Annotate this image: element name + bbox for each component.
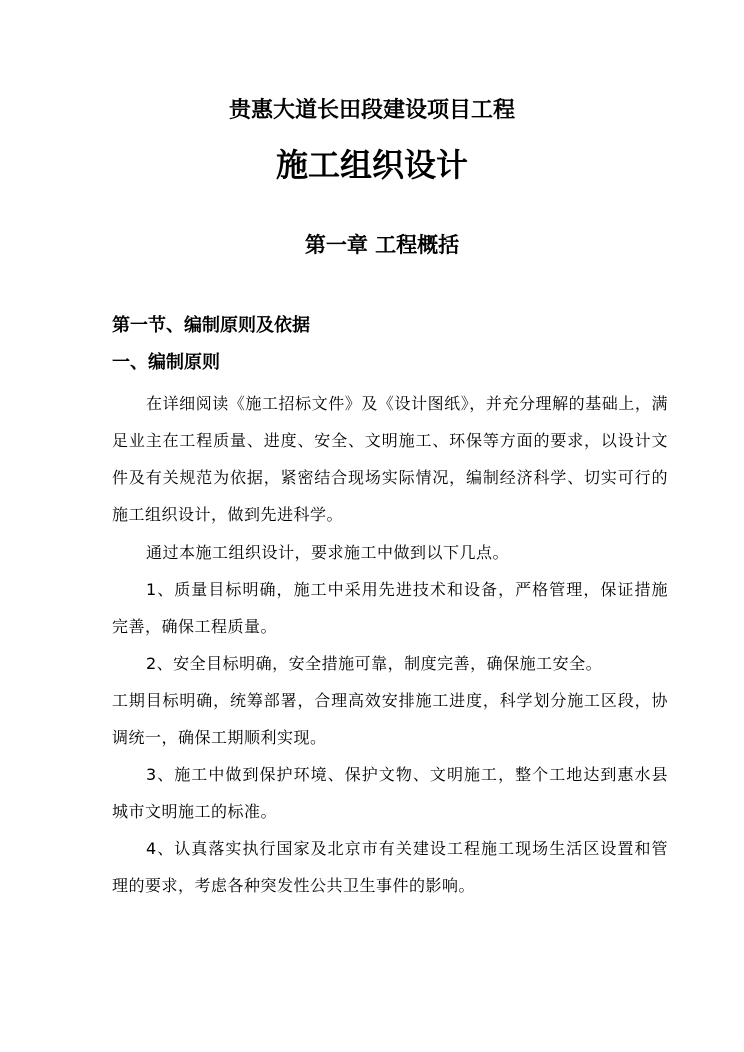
paragraph: 1、质量目标明确，施工中采用先进技术和设备，严格管理，保证措施完善，确保工程质量。 <box>112 580 668 636</box>
document-title: 贵惠大道长田段建设项目工程 <box>228 98 515 123</box>
section-heading: 第一节、编制原则及依据 <box>112 315 310 336</box>
paragraph: 工期目标明确，统筹部署，合理高效安排施工进度，科学划分施工区段，协调统一，确保工期顺利实现。 <box>112 691 668 747</box>
paragraph: 2、安全目标明确，安全措施可靠，制度完善，确保施工安全。 <box>146 654 603 673</box>
paragraph: 通过本施工组织设计，要求施工中做到以下几点。 <box>146 543 510 562</box>
subsection-heading: 一、编制原则 <box>112 352 220 373</box>
document-subtitle: 施工组织设计 <box>275 146 468 184</box>
paragraph: 4、认真落实执行国家及北京市有关建设工程施工现场生活区设置和管理的要求，考虑各种突发性公共卫生事件的影响。 <box>112 839 668 895</box>
paragraph: 3、施工中做到保护环境、保护文物、文明施工，整个工地达到惠水县城市文明施工的标准。 <box>112 765 668 821</box>
chapter-heading: 第一章 工程概括 <box>304 233 460 257</box>
paragraph: 在详细阅读《施工招标文件》及《设计图纸》，并充分理解的基础上，满足业主在工程质量、进度、安全、文明施工、环保等方面的要求，以设计文件及有关规范为依据，紧密结合现场实际情况，编制经济科学、切实可行的施工组织设计，做到先进科学。 <box>112 394 668 524</box>
